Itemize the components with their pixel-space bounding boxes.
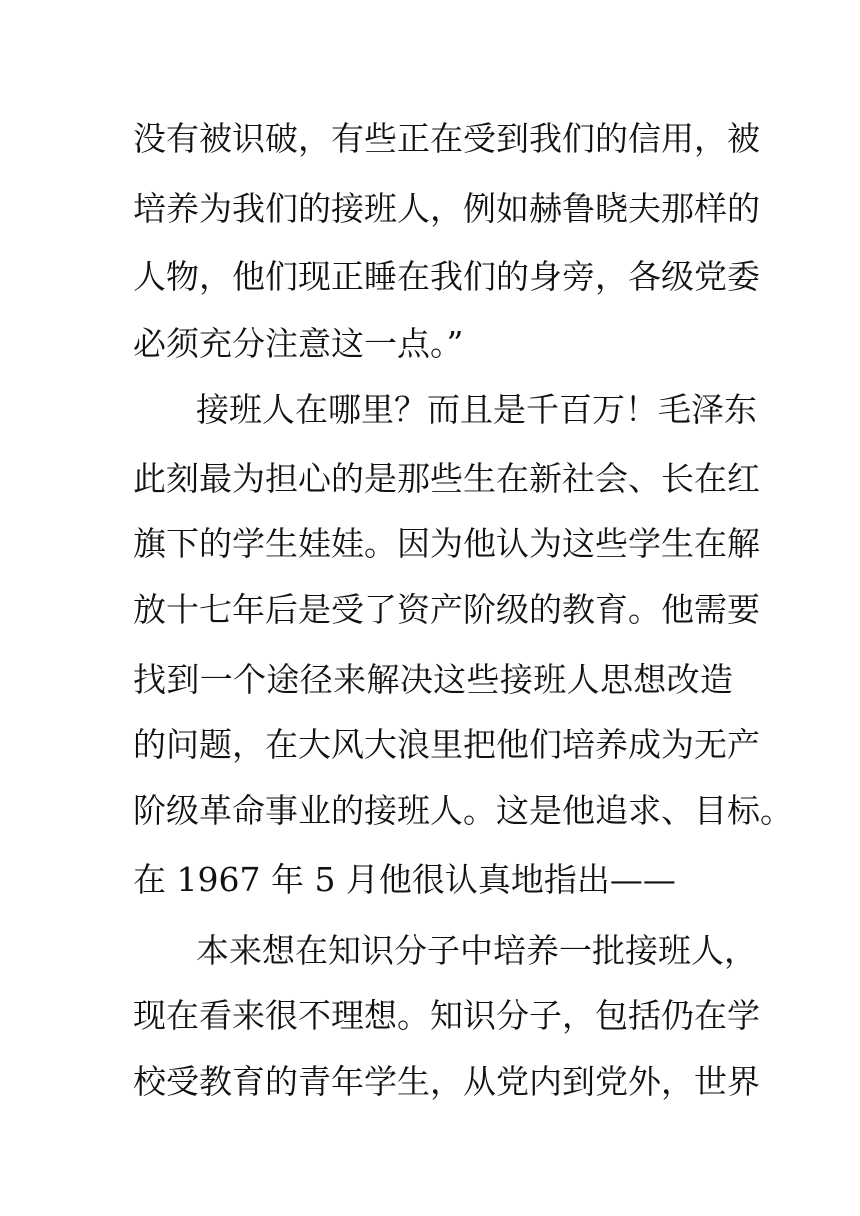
text-line: 阶级革命事业的接班人。这是他追求、目标。 [133,791,793,830]
text-line: 现在看来很不理想。知识分子，包括仍在学 [133,996,760,1035]
text-line: 没有被识破，有些正在受到我们的信用，被 [133,119,760,158]
text-line: 找到一个途径来解决这些接班人思想改造 [133,660,733,699]
text-line: 放十七年后是受了资产阶级的教育。他需要 [133,590,760,629]
text-line: 校受教育的青年学生，从党内到党外，世界 [133,1062,760,1101]
text-line: 此刻最为担心的是那些生在新社会、长在红 [133,459,760,498]
paragraph-first-line: 接班人在哪里？而且是千百万！毛泽东 [196,390,757,429]
text-line: 在 1967 年 5 月他很认真地指出—— [133,860,676,899]
paragraph-first-line: 本来想在知识分子中培养一批接班人， [196,931,757,970]
text-line: 旗下的学生娃娃。因为他认为这些学生在解 [133,524,760,563]
text-line: 必须充分注意这一点。” [133,324,464,363]
text-line: 培养为我们的接班人，例如赫鲁晓夫那样的 [133,189,760,228]
text-line: 的问题，在大风大浪里把他们培养成为无产 [133,725,760,764]
text-line: 人物，他们现正睡在我们的身旁，各级党委 [133,257,760,296]
